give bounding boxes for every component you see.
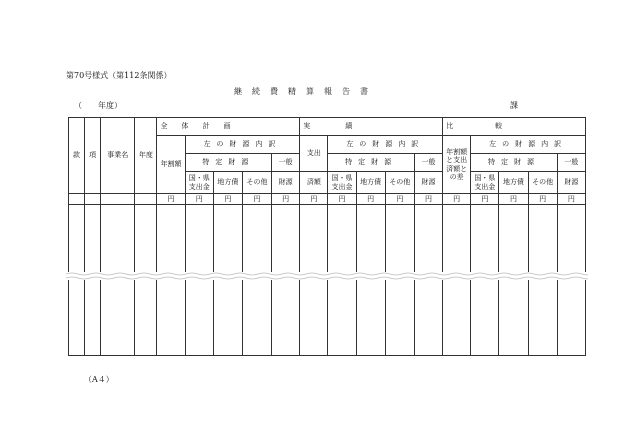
col-kou: 項 [85,118,101,194]
specific-funds-actual: 特定財源 [328,154,414,172]
yen-unit: 円 [471,194,499,205]
yen-unit: 円 [157,194,185,205]
omission-wave [66,272,588,280]
other-comparison: その他 [528,172,557,194]
col-expenditure-bottom: 済額 [300,172,328,194]
specific-funds-plan: 特定財源 [185,154,271,172]
general-funds-plan-top: 一般 [272,154,300,172]
group-overall-plan: 全 体 計 画 [157,118,300,136]
unit-row [69,194,586,205]
table-row [69,205,586,356]
col-project-name: 事業名 [101,118,135,194]
funding-breakdown-plan: 左の財源内訳 [185,136,300,154]
label-line: 支出金 [331,182,353,191]
yen-unit: 円 [557,194,585,205]
national-prefectural-comparison [471,172,499,194]
fiscal-year-label: （ 年度） [74,101,122,110]
other-actual: その他 [385,172,414,194]
group-actual: 実 績 [300,118,443,136]
label-line: 国・県 [331,174,353,183]
yen-unit: 円 [499,194,528,205]
yen-unit: 円 [414,194,442,205]
funding-breakdown-comparison: 左の財源内訳 [471,136,586,154]
general-funds-comparison-top: 一般 [557,154,585,172]
group-comparison: 比 較 [443,118,586,136]
local-bonds-comparison: 地方債 [499,172,528,194]
yen-unit: 円 [213,194,242,205]
settlement-table [68,117,586,356]
general-funds-actual-top: 一般 [414,154,442,172]
yen-unit: 円 [242,194,271,205]
national-prefectural-plan [185,172,213,194]
label-line: 支出金 [188,182,210,191]
local-bonds-actual: 地方債 [356,172,385,194]
general-funds-actual-bottom: 財源 [414,172,442,194]
yen-unit: 円 [528,194,557,205]
yen-unit: 円 [385,194,414,205]
other-plan: その他 [242,172,271,194]
specific-funds-comparison: 特定財源 [471,154,557,172]
col-annual-allocation: 年割額 [157,136,185,194]
department-label: 課 [510,101,518,110]
funding-breakdown-actual: 左の財源内訳 [328,136,443,154]
col-difference: 年割額と支出済額との差 [443,136,471,194]
national-prefectural-actual [328,172,356,194]
form-number: 第70号様式（第112条関係） [66,71,172,80]
yen-unit: 円 [356,194,385,205]
report-title: 継続費精算報告書 [234,87,378,96]
local-bonds-plan: 地方債 [213,172,242,194]
label-line: 国・県 [474,174,496,183]
label-line: 支出金 [474,182,496,191]
yen-unit: 円 [185,194,213,205]
yen-unit: 円 [300,194,328,205]
yen-unit: 円 [328,194,356,205]
paper-size: （A４） [84,375,114,384]
label-line: 国・県 [188,174,210,183]
general-funds-plan-bottom: 財源 [272,172,300,194]
general-funds-comparison-bottom: 財源 [557,172,585,194]
col-year: 年度 [135,118,157,194]
col-expenditure-top: 支出 [300,136,328,172]
yen-unit: 円 [272,194,300,205]
yen-unit: 円 [443,194,471,205]
col-kan: 款 [69,118,85,194]
